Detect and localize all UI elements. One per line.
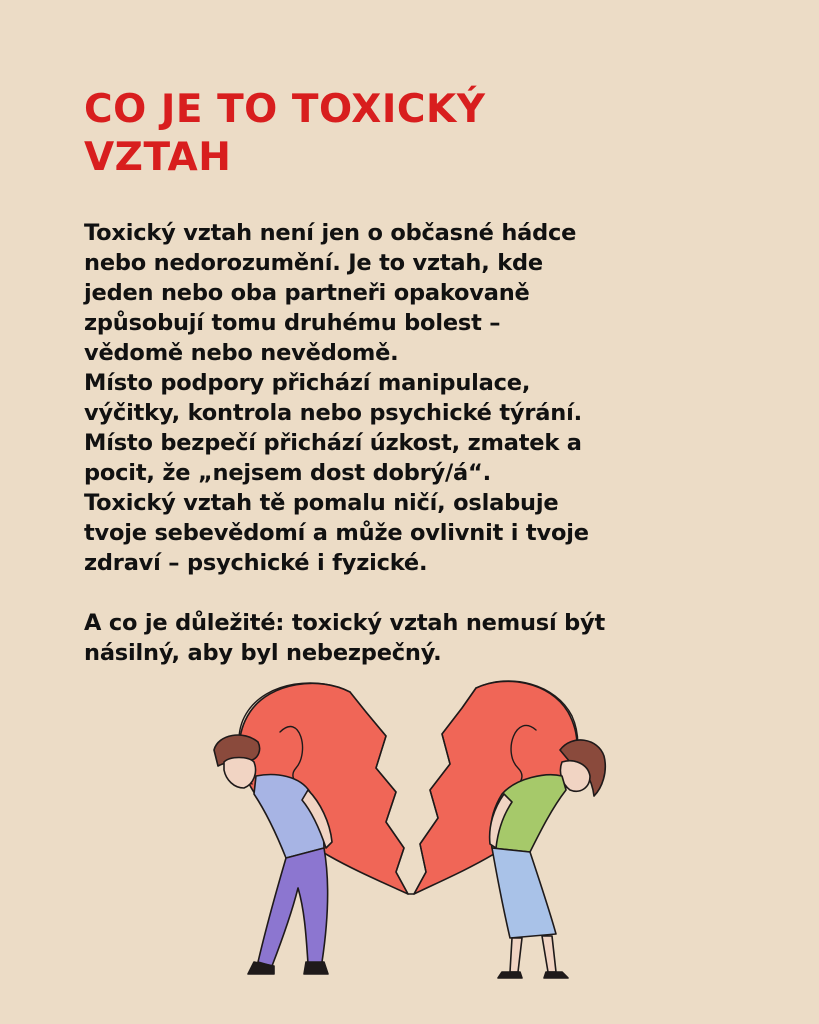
- woman-shoe-left: [498, 972, 522, 978]
- man-face: [224, 758, 256, 789]
- body-text: [84, 218, 764, 668]
- body-line: tvoje sebevědomí a může ovlivnit i tvoje: [84, 520, 589, 546]
- page-title: [84, 86, 704, 182]
- body-line: vědomě nebo nevědomě.: [84, 340, 399, 366]
- man-pants: [258, 848, 328, 966]
- closing-line: násilný, aby byl nebezpečný.: [84, 640, 442, 666]
- man-shoe-right: [304, 962, 328, 974]
- woman-leg-right: [542, 936, 556, 972]
- broken-heart-couple-icon: [200, 672, 630, 1012]
- title-line-1: CO JE TO TOXICKÝ: [84, 87, 486, 132]
- body-line: způsobují tomu druhému bolest –: [84, 310, 501, 336]
- paragraph-gap: [84, 578, 764, 608]
- woman-shoe-right: [544, 972, 568, 978]
- body-line: jeden nebo oba partneři opakovaně: [84, 280, 530, 306]
- body-line: nebo nedorozumění. Je to vztah, kde: [84, 250, 543, 276]
- body-line: výčitky, kontrola nebo psychické týrání.: [84, 400, 582, 426]
- woman-skirt: [492, 848, 556, 938]
- body-line: Místo podpory přichází manipulace,: [84, 370, 531, 396]
- title-line-2: VZTAH: [84, 135, 232, 180]
- body-line: zdraví – psychické i fyzické.: [84, 550, 428, 576]
- body-line: pocit, že „nejsem dost dobrý/á“.: [84, 460, 491, 486]
- body-line: Toxický vztah tě pomalu ničí, oslabuje: [84, 490, 559, 516]
- body-line: Toxický vztah není jen o občasné hádce: [84, 220, 577, 246]
- woman-leg-left: [510, 938, 522, 972]
- body-line: Místo bezpečí přichází úzkost, zmatek a: [84, 430, 582, 456]
- closing-line: A co je důležité: toxický vztah nemusí být: [84, 610, 606, 636]
